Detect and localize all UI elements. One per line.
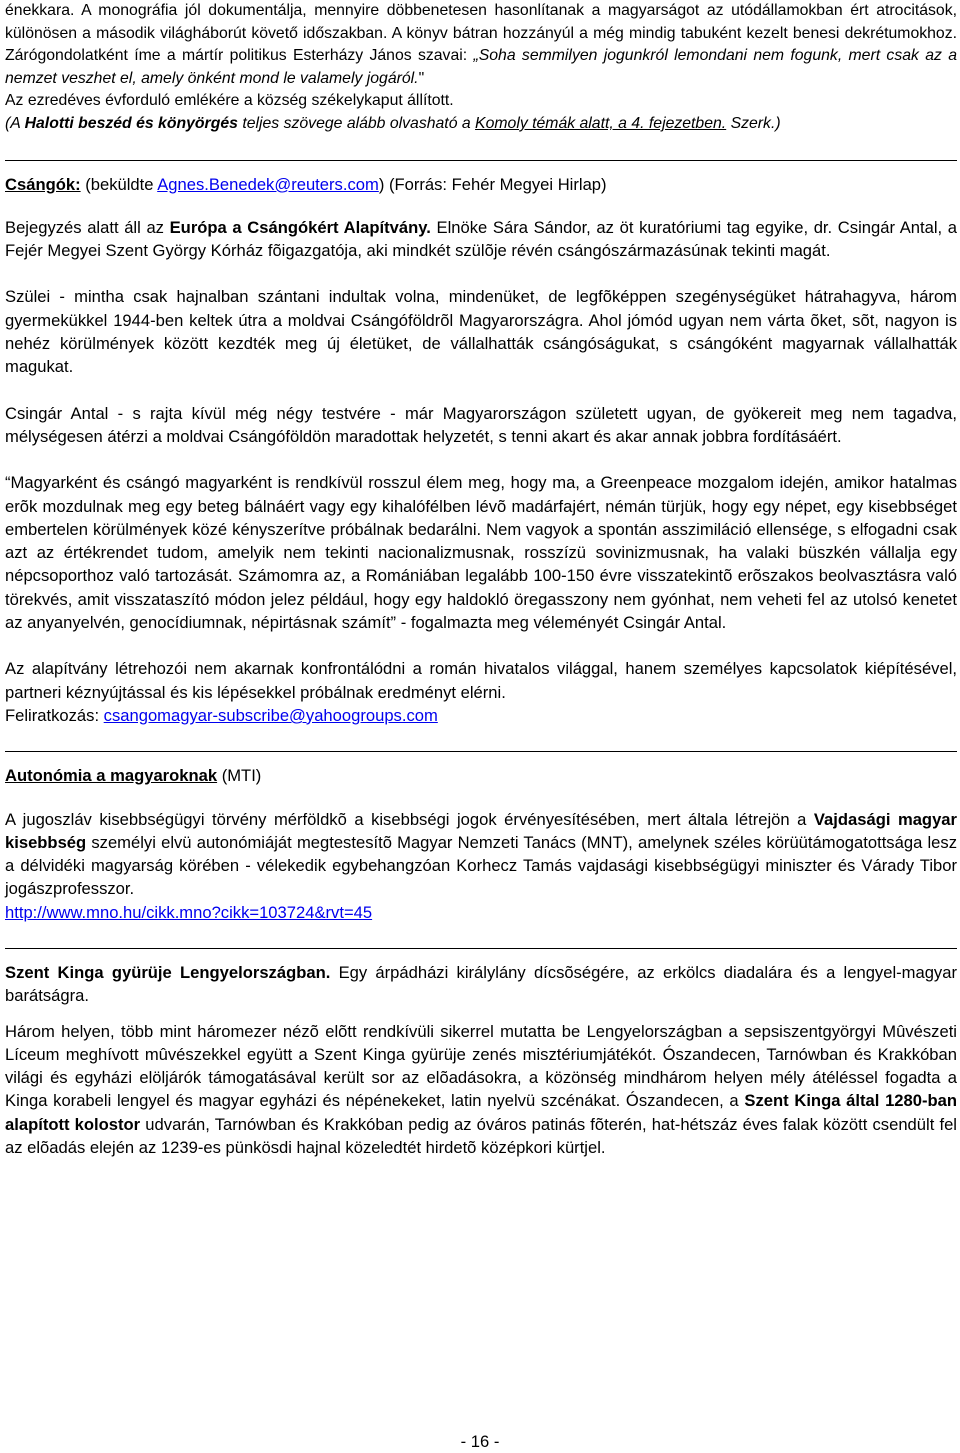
esterhazy-quote: „Soha semmilyen jogunkról lemondani nem fogunk, mert csak az a nemzet veszhet el, amely önként mond le valamely jogáról. [5,47,957,87]
paragraph: Bejegyzés alatt áll az Európa a Csángókért Alapítvány. Elnöke Sára Sándor, az öt kuratóriumi tag egyike, dr. Csingár Antal, a Fejér Megyei Szent György Kórház fõigazgatója, aki mindkét szülõje révén csángószármazásúnak tekinti magát. [5,217,957,261]
section-title: Autonómia a magyaroknak [5,766,218,786]
email-link[interactable]: Agnes.Benedek@reuters.com [157,174,379,194]
section-heading: Csángók: (beküldte Agnes.Benedek@reuters.com) (Forrás: Fehér Megyei Hirlap) [5,174,607,194]
document-page [5,0,957,1159]
paragraph-quote: “Magyarként és csángó magyarként is rendkívül rosszul élem meg, hogy ma, a Greenpeace mozgalom idején, amikor hatalmas erõk mozdulnak meg egy beteg bálnáért vagy egy kihalófélben lévõ madárfajért, némán türjük, hogy egy népet, egy kisebbséget embertelen körülmények közé kényszerítve próbálnak bedarálni. Nem vagyok a spontán asszimiláció ellensége, s elfogadni csak azt az értékrendet tudom, amelyik nem tekinti nacionalizmusnak, rosszízü sovinizmusnak, ha valaki büszkén vállalja egy népcsoporthoz való tartozását. Számomra az, a Romániában legalább 100-150 évre visszatekintõ erõszakos beolvasztásra való törekvés, amit visszataszító módon jelez például, hogy egy haldokló öregasszony nem gyónhat, nem veheti fel az utolsó kenetet az anyanyelvén, genocídiumnak, népirtásnak számít” - fogalmazta meg véleményét Csingár Antal. [5,473,957,633]
url-line [5,901,957,924]
subscribe-line: Feliratkozás: csangomagyar-subscribe@yahoogroups.com [5,705,438,725]
page-number: - 16 - [460,1432,500,1451]
section-autonomia [5,764,957,924]
section-title: Szent Kinga gyürüje Lengyelországban. [5,962,331,982]
paragraph: Három helyen, több mint háromezer nézõ elõtt rendkívüli sikerrel mutatta be Lengyelországban a sepsiszentgyörgyi Mûvészeti Líceum meghívott mûvészekkel együtt a Szent Kinga gyürüje zenés misztériumjátékót. Ószandecen, Tarnówban és Krakkóban világi és egyházi elöljárók támogatásával került sor az elõadásokra, a közönség mindhárom helyen mély átéléssel fogadta a Kinga korabeli lengyel és magyar egyházi és népénekeket, latin nyelvü szcénákat. Ószandecen, a Szent Kinga által 1280-ban alapított kolostor udvarán, Tarnówban és Krakkóban pedig az óváros patinás fõterén, hat-hétszáz éves falak között csendült fel az elõadás elején az 1239-es pünkösdi hajnal közeledtét hirdetõ középkori kürtjel. [5,1021,958,1158]
editor-note-link[interactable]: Komoly témák alatt, a 4. fejezetben. [475,114,727,132]
section-heading: Szent Kinga gyürüje Lengyelországban. Egy árpádházi királylány dícsõségére, az erkölcs diadalára és a lengyel-magyar barátságra. [5,962,957,1006]
section-csangok [5,173,957,728]
paragraph-szekelykapu: Az ezredéves évforduló emlékére a község székelykaput állított. [5,92,454,110]
subscribe-link[interactable]: csangomagyar-subscribe@yahoogroups.com [103,705,438,725]
section-title: Csángók: [5,174,81,194]
paragraph-editor-note: (A Halotti beszéd és könyörgés teljes szövege alább olvasható a Komoly témák alatt, a 4. fejezetben. Szerk.) [5,114,781,132]
divider [5,160,957,161]
paragraph: Csingár Antal - s rajta kívül még négy testvére - már Magyarországon született ugyan, de gyökereit meg nem tagadva, mélységesen átérzi a moldvai Csángóföldön maradottak helyzetét, s tenni akart és akar annak jobbra fordításáért. [5,403,957,446]
paragraph: Szülei - mintha csak hajnalban szántani indultak volna, mindenüket, de legfõképpen szegénységüket hátrahagyva, három gyermekükkel 1944-ben keltek útra a moldvai Csángóföldrõl Magyarországra. Ahol jómód ugyan nem várta õket, sõt, nagyon is nehéz körülmények között kezdték meg új életüket, de vállalhatták csángóságukat, s csángóként magyarnak vállalhatták magukat. [5,287,957,377]
section-heading: Autonómia a magyaroknak (MTI) [5,766,262,786]
paragraph: A jugoszláv kisebbségügyi törvény mérföldkõ a kisebbségi jogok érvényesítésében, mert általa létrejön a Vajdasági magyar kisebbség személyi elvü autonómiáját megtestesítõ Magyar Nemzeti Tanács (MNT), amelynek széles körüütámogatottsága lesz a délvidéki magyarság körében - vélekedik egybehangzóan Korhecz Tamás vajdasági kisebbségügyi miniszter és Várady Tibor jogászprofesszor. [5,809,957,899]
section-szent-kinga [5,961,957,1159]
section-benesi [5,0,957,136]
paragraph-monografia: énekkara. A monográfia jól dokumentálja, mennyire döbbenetesen hasonlítanak a magyarságot az utódállamokban ért atrocitások, különösen a második világháborút követő időszakban. A könyv bátran hozzányúl a még mindig tabuként kezelt benesi dekrétumokhoz. Zárógondolatként íme a mártír politikus Esterházy János szavai: „Soha semmilyen jogunkról lemondani nem fogunk, mert csak az a nemzet veszhet el, amely önként mond le valamely jogáról." [5,2,957,87]
mno-link[interactable]: http://www.mno.hu/cikk.mno?cikk=103724&rvt=45 [5,902,373,922]
divider [5,948,957,949]
paragraph: Az alapítvány létrehozói nem akarnak konfrontálódni a román hivatalos világgal, hanem személyes kapcsolatok kiépítésével, partneri kéznyújtással és kis lépésekkel próbálnak eredményt elérni. [5,659,957,702]
divider [5,751,957,752]
